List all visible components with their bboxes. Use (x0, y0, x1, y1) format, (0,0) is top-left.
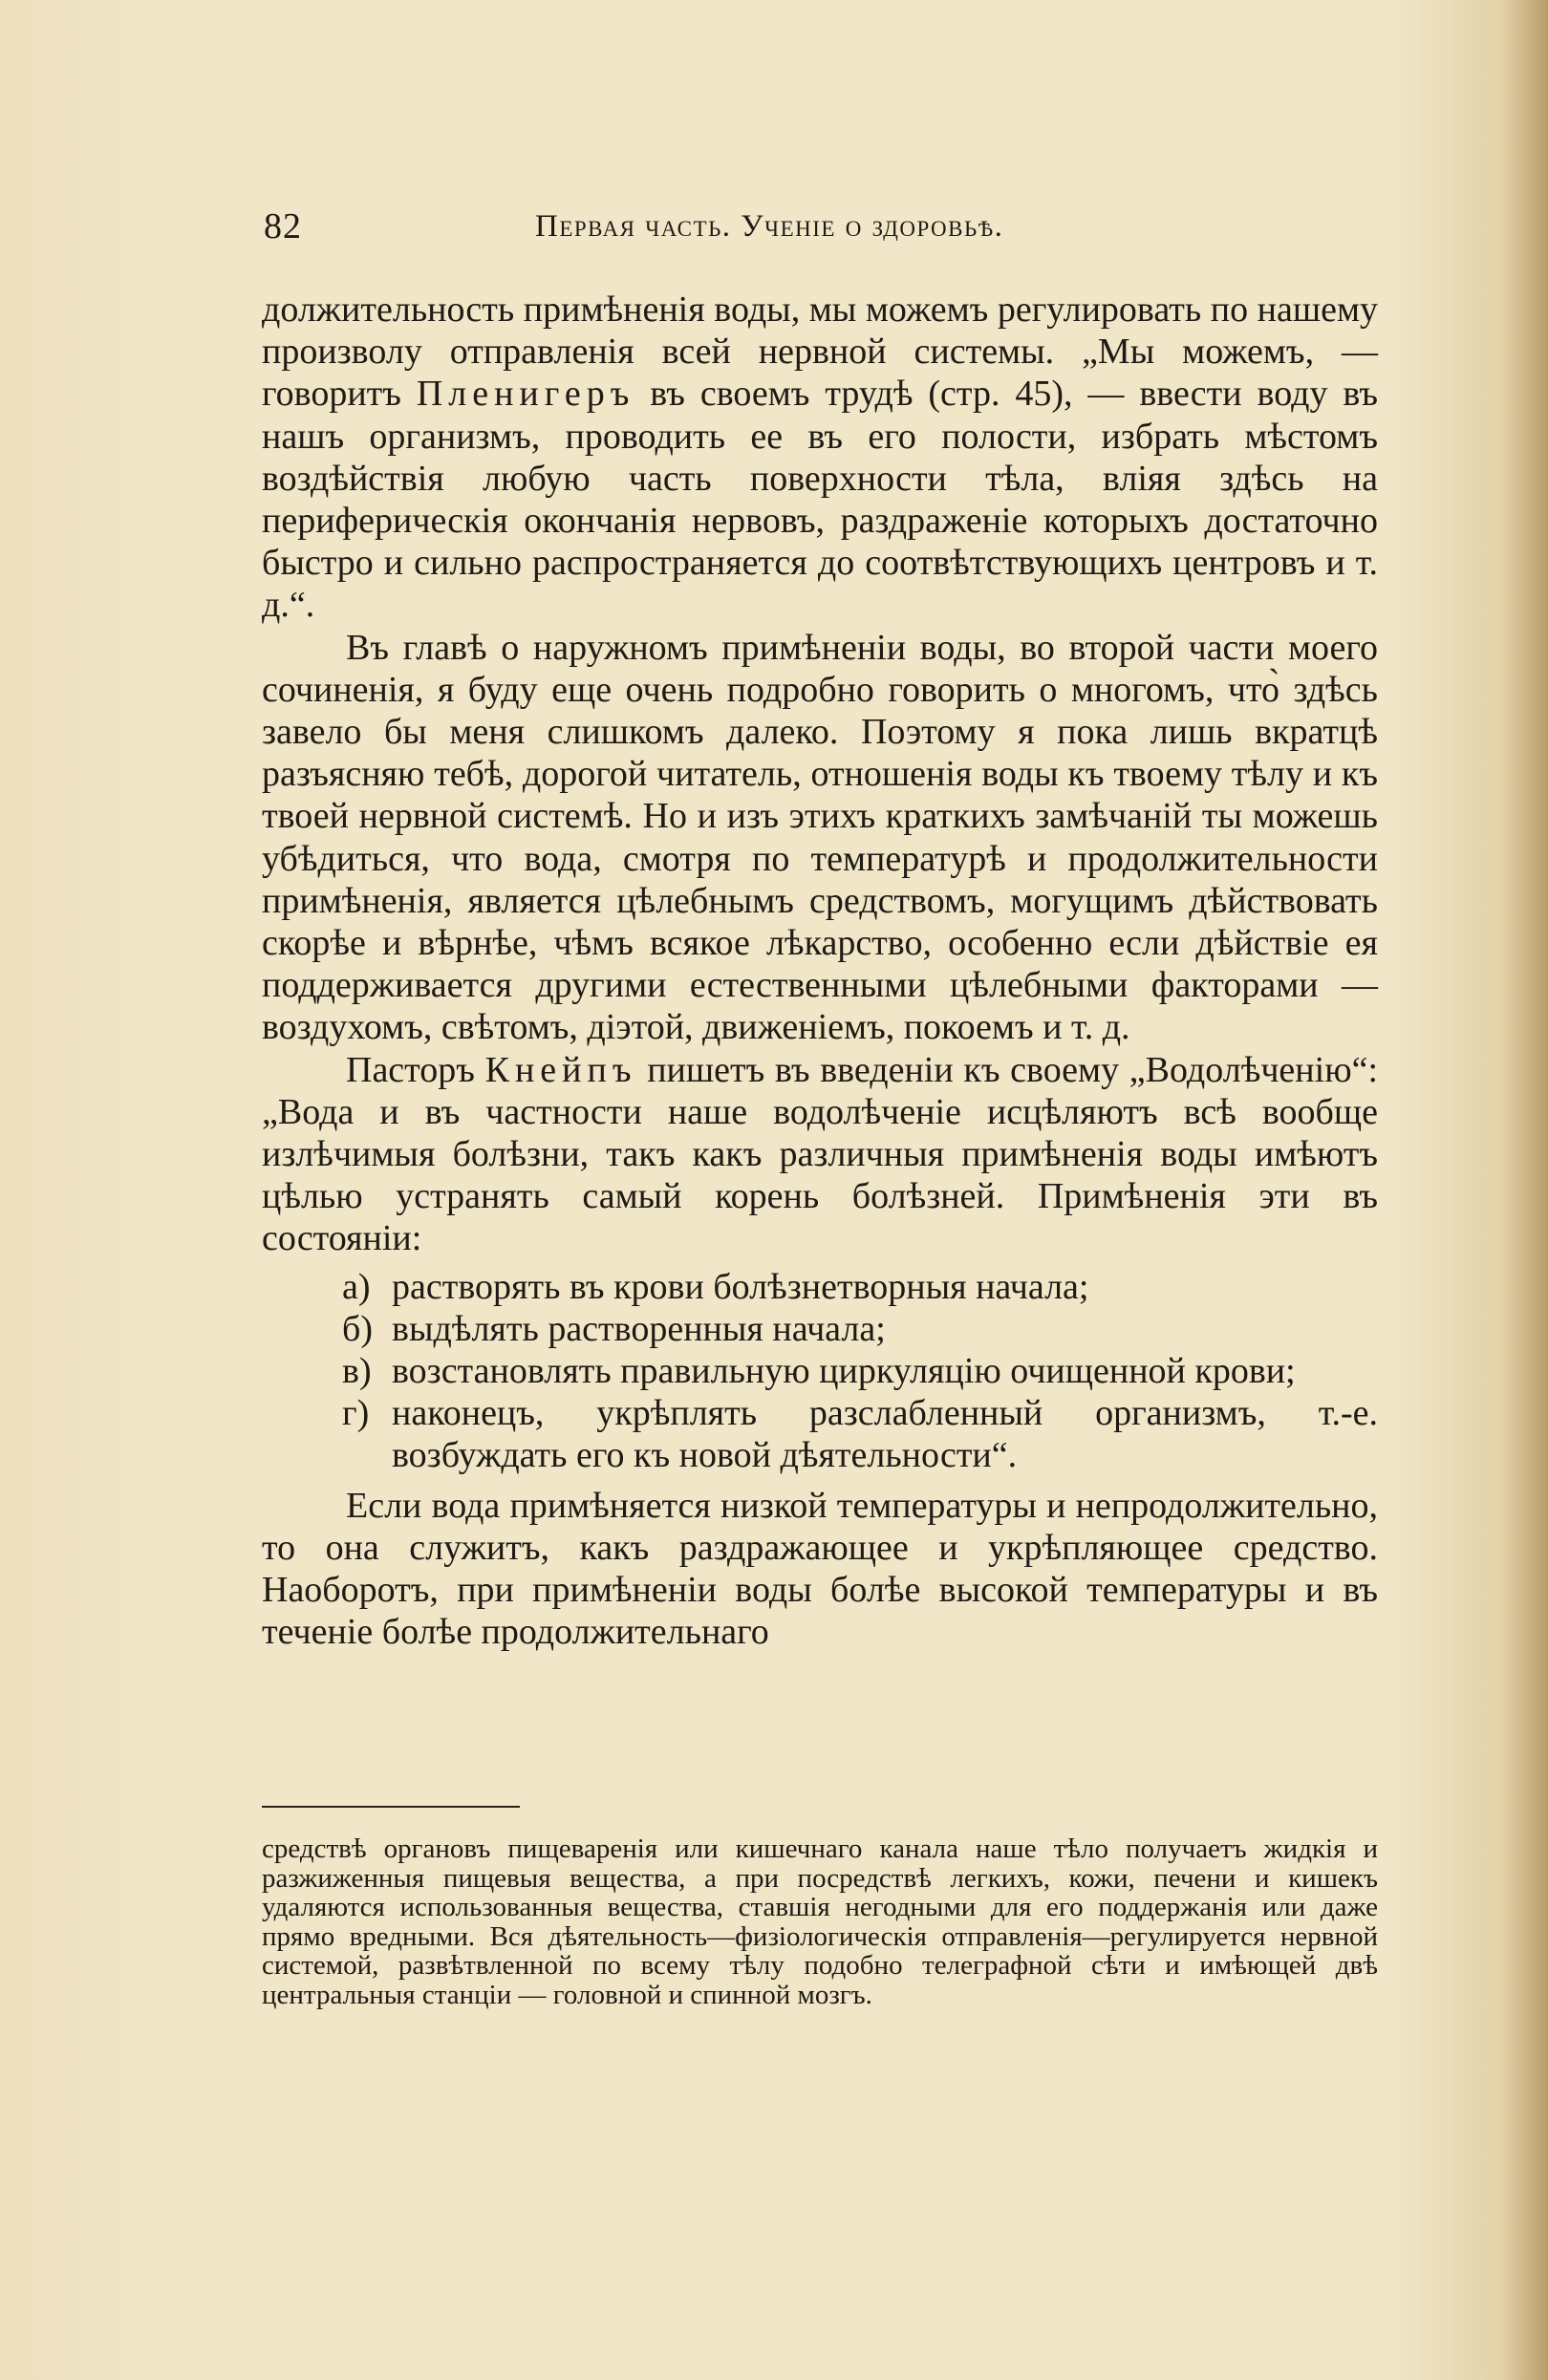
list-marker: б) (342, 1308, 373, 1349)
list-item-text: растворять въ крови болѣзнетворныя начала; (392, 1266, 1089, 1307)
paragraph-3 (262, 1049, 1378, 1260)
kneipp-list (342, 1266, 1378, 1477)
paragraph-1-text: должительность примѣненія воды, мы можемъ регулировать по нашему произволу отправленія всей нервной системы. „Мы можемъ, — говоритъ (262, 289, 1378, 415)
paragraph-1-rest: въ своемъ трудѣ (стр. 45), — ввести воду въ нашъ организмъ, проводить ее въ его полости, избрать мѣстомъ воздѣйствія любую часть поверхности тѣла, вліяя здѣсь на периферическія окончанія нервовъ, раздраженіе которыхъ достаточно быстро и сильно распространяется до соотвѣтствующихъ центровъ и т. д.“. (262, 374, 1378, 626)
author-name-plenier: Пленигеръ (416, 374, 635, 415)
list-item-text: возстановлять правильную циркуляцію очищенной крови; (392, 1351, 1296, 1392)
paragraph-3-start: Пасторъ (346, 1049, 475, 1090)
paragraph-2: Въ главѣ о наружномъ примѣненіи воды, во второй части моего сочиненія, я буду еще очень подробно говорить о многомъ, что̀ здѣсь завело бы меня слишкомъ далеко. Поэтому я пока лишь вкратцѣ разъясняю тебѣ, дорогой читатель, отношенія воды къ твоему тѣлу и къ твоей нервной системѣ. Но и изъ этихъ краткихъ замѣчаній ты можешь убѣдиться, что вода, смотря по температурѣ и продолжительности примѣненія, является цѣлебнымъ средствомъ, могущимъ дѣйствовать скорѣе и вѣрнѣе, чѣмъ всякое лѣкарство, особенно если дѣйствіе ея поддерживается другими естественными цѣлебными факторами — воздухомъ, свѣтомъ, діэтой, движеніемъ, покоемъ и т. д. (262, 627, 1378, 1048)
list-marker: в) (342, 1351, 372, 1392)
list-item (342, 1350, 1378, 1392)
list-item (342, 1266, 1378, 1308)
page-header (258, 196, 1386, 253)
list-item-text: выдѣлять растворенныя начала; (392, 1308, 886, 1349)
list-item-text: наконецъ, укрѣплять разслабленный организмъ, т.-е. возбуждать его къ новой дѣятельности“. (392, 1393, 1378, 1476)
list-item (342, 1308, 1378, 1350)
paragraph-3-rest: пишетъ въ введеніи къ своему „Водолѣченію“: „Вода и въ частности наше водолѣченіе исцѣляютъ всѣ вообще излѣчимыя болѣзни, такъ какъ различныя примѣненія воды имѣютъ цѣлью устранять самый корень болѣзней. Примѣненія эти въ состояніи: (262, 1049, 1379, 1259)
page-number: 82 (264, 206, 302, 247)
footnote: средствѣ органовъ пищеваренія или кишечнаго канала наше тѣло получаетъ жидкія и разжиженныя пищевыя вещества, а при посредствѣ легкихъ, кожи, печени и кишекъ удаляются использованныя вещества, ставшія негодными для его поддержанія или даже прямо вредными. Вся дѣятельность—физіологическія отправленія—регулируется нервной системой, развѣтвленной по всему тѣлу подобно телеграфной сѣти и имѣющей двѣ центральныя станціи — головной и спинной мозгъ. (262, 1833, 1378, 2010)
footnote-rule (262, 1806, 520, 1808)
list-marker: а) (342, 1266, 371, 1307)
list-item (342, 1392, 1378, 1476)
main-text (262, 289, 1378, 1654)
running-title: Первая часть. Ученіе о здоровьѣ. (535, 209, 1004, 244)
author-name-kneipp: Кнейпъ (484, 1049, 637, 1090)
list-marker: г) (342, 1393, 370, 1434)
paragraph-1 (262, 289, 1378, 627)
paragraph-4: Если вода примѣняется низкой температуры и непродолжительно, то она служитъ, какъ раздражающее и укрѣпляющее средство. Наоборотъ, при примѣненіи воды болѣе высокой температуры и въ теченіе болѣе продолжительнаго (262, 1485, 1378, 1653)
